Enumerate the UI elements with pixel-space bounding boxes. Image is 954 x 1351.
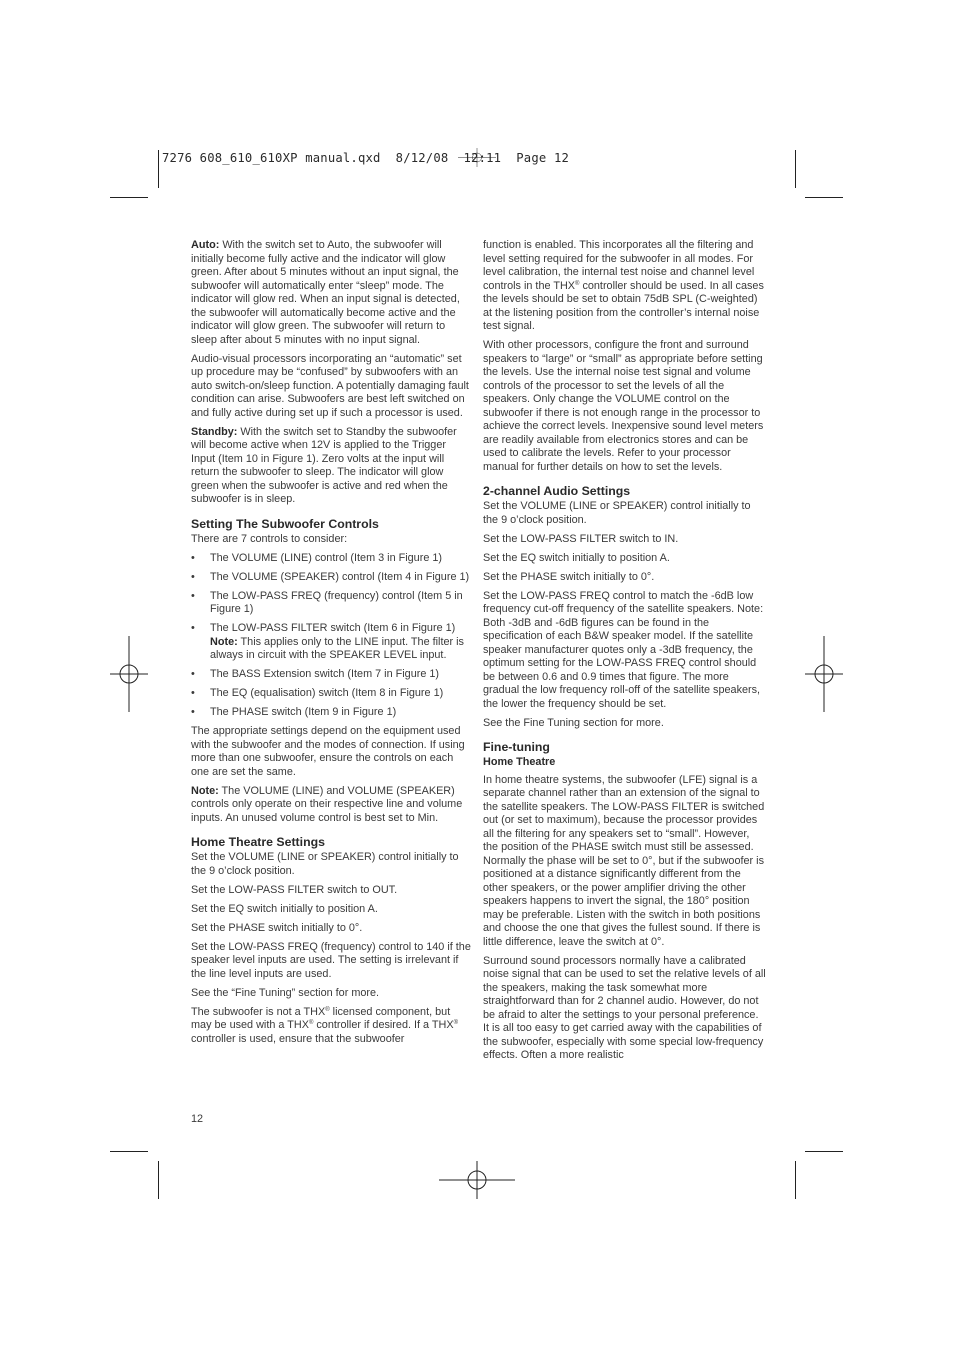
- other-processors-paragraph: With other processors, configure the front and surround speakers to “large” or “small” as appropriate before setting the levels. Use the internal noise test signal and volume controls of the processor to set the levels of all the speakers. Only change the VOLUME control on the subwoofer if there is not enough range in the processor to achieve the correct levels. Inexpensive sound level meters are readily available from electronics stores and can be used to calibrate the levels. Refer to your processor manual for further details on how to set the levels.: [483, 339, 764, 473]
- home-theatre-heading: Home Theatre Settings: [191, 835, 325, 849]
- ch2-paragraph: Set the PHASE switch initially to 0°.: [483, 570, 655, 583]
- ht-paragraph: Set the EQ switch initially to position A.: [191, 902, 378, 915]
- registered-mark: ®: [325, 1006, 330, 1013]
- settings-paragraph: The appropriate settings depend on the equipment used with the subwoofer and the modes of connection. If using more than one subwoofer, ensure the controls on each one are set the same.: [191, 725, 465, 778]
- right-column: [483, 239, 766, 1068]
- registration-mark-bottom: [439, 1161, 515, 1199]
- standby-text: With the switch set to Standby the subwoofer will become active when 12V is applied to the Trigger Input (Item 10 in Figure 1). Zero volts at the input will return the subwoofer to sleep. The indicator will glow green when the subwoofer is active and red when the subwoofer is in sleep.: [191, 425, 457, 505]
- controls-list: [191, 552, 471, 720]
- thx-continued-text: function is enabled. This incorporates all the filtering and level setting required for the subwoofer in all modes. For level calibration, the internal test noise and channel level controls in the THX: [483, 239, 755, 292]
- ft-paragraph: Surround sound processors normally have a calibrated noise signal that can be used to set the relative levels of all the speakers, making the task somewhat more straightforward than for 2 channel audio. However, do not be afraid to alter the settings to your personal preference. It is all too easy to get carried away with the capabilities of the subwoofer, especially with some special low-frequency effects. Often a more realistic: [483, 954, 766, 1061]
- registered-mark: ®: [308, 1020, 314, 1026]
- auto-paragraph: [191, 239, 471, 347]
- registration-mark-right: [805, 636, 843, 712]
- print-slug: 7276 608_610_610XP manual.qxd 8/12/08 12:11 Page 12: [162, 151, 570, 165]
- registration-mark-top: [439, 148, 515, 186]
- left-column: [191, 239, 471, 1052]
- list-item: • The VOLUME (LINE) control (Item 3 in Figure 1): [191, 552, 471, 566]
- registered-mark: ®: [453, 1020, 459, 1026]
- thx-text: The subwoofer is not a THX: [191, 1005, 326, 1018]
- list-item: • The BASS Extension switch (Item 7 in Figure 1): [191, 668, 471, 682]
- standby-paragraph: [191, 426, 471, 507]
- av-processors-paragraph: Audio-visual processors incorporating an “automatic” set up procedure may be “confused” by subwoofers with an auto switch-on/sleep function. A potentially damaging fault condition can arise. Subwoofers are best left switched on and fully active during set up if such a processor is used.: [191, 352, 469, 419]
- ft-paragraph: In home theatre systems, the subwoofer (LFE) signal is a separate channel rather than an extension of the signal to the satellite speakers. The LOW-PASS FILTER is switched out (or set to maximum), because the processor provides all the filtering for any speakers set to “small”. However, the position of the PHASE switch must still be assessed. Normally the phase will be set to 0°, but if the subwoofer is positioned at a distance significantly different from the other speakers, or the power amplifier driving the other speakers happens to invert the signal, the 180° position may be preferable. Listen with the switch in both positions and choose the one that gives the fullest sound. If there is little difference, leave the switch at 0°.: [483, 773, 765, 948]
- crop-mark-bottom-right-v: [795, 1161, 796, 1199]
- home-theatre-subheading: Home Theatre: [483, 756, 556, 768]
- crop-mark-top-right-h: [805, 197, 843, 198]
- ch2-paragraph: Set the EQ switch initially to position A.: [483, 551, 670, 564]
- list-item: • The VOLUME (SPEAKER) control (Item 4 in Figure 1): [191, 571, 471, 585]
- ht-paragraph: See the “Fine Tuning” section for more.: [191, 986, 380, 999]
- thx-continued-paragraph: [483, 239, 766, 334]
- two-channel-heading: 2-channel Audio Settings: [483, 484, 631, 498]
- ht-paragraph: Set the LOW-PASS FILTER switch to OUT.: [191, 883, 398, 896]
- note-text: The VOLUME (LINE) and VOLUME (SPEAKER) controls only operate on their respective line and volume inputs. An unused volume control is best set to Min.: [191, 784, 463, 824]
- ch2-paragraph: Set the LOW-PASS FILTER switch to IN.: [483, 532, 679, 545]
- thx-text: licensed component, but may be used with a THX: [191, 1005, 451, 1031]
- note-label: Note:: [191, 784, 219, 797]
- page-number: 12: [191, 1113, 204, 1125]
- controls-intro: There are 7 controls to consider:: [191, 532, 348, 545]
- standby-label: Standby:: [191, 425, 238, 438]
- fine-tuning-heading: Fine-tuning: [483, 740, 550, 754]
- ht-paragraph: Set the VOLUME (LINE or SPEAKER) control initially to the 9 o’clock position.: [191, 851, 459, 877]
- list-item: [191, 622, 471, 663]
- crop-mark-bottom-left-v: [158, 1161, 159, 1199]
- crop-mark-bottom-right-h: [805, 1151, 843, 1152]
- auto-label: Auto:: [191, 239, 220, 251]
- ch2-paragraph: See the Fine Tuning section for more.: [483, 716, 664, 729]
- list-item: • The EQ (equalisation) switch (Item 8 in Figure 1): [191, 687, 471, 701]
- controls-heading: Setting The Subwoofer Controls: [191, 516, 379, 531]
- ht-paragraph: Set the PHASE switch initially to 0°.: [191, 921, 363, 934]
- thx-text: controller is used, ensure that the subwoofer: [191, 1032, 405, 1045]
- thx-continued-text: controller should be used. In all cases the levels should be set to obtain 75dB SPL (C-weighted) at the listening position from the controller’s internal noise test signal.: [483, 279, 764, 332]
- filter-note-label: Note:: [210, 635, 238, 648]
- crop-mark-top-right-v: [795, 150, 796, 188]
- ch2-paragraph: Set the LOW-PASS FREQ control to match the -6dB low frequency cut-off frequency of the satellite speakers. Note: Both -3dB and -6dB figures can be found in the specification of each B&W speaker model. If the satellite speaker manufacturer quotes only a -3dB frequency, the optimum setting for the LOW-PASS FREQ control should be between 0.6 and 0.9 times that figure. The more gradual the low frequency roll-off of the satellite speakers, the lower the frequency should be set.: [483, 589, 764, 710]
- crop-mark-top-left-v: [158, 150, 159, 188]
- auto-text: With the switch set to Auto, the subwoofer will initially become fully active and the indicator will glow green. After about 5 minutes without an input signal, the subwoofer will automatically enter “sleep” mode. The indicator will glow red. When an input signal is detected, the subwoofer will automatically become active and the indicator will glow green. The subwoofer will return to sleep after about 5 minutes with no input signal.: [191, 239, 460, 346]
- ch2-paragraph: Set the VOLUME (LINE or SPEAKER) control initially to the 9 o’clock position.: [483, 500, 751, 526]
- thx-text: controller if desired. If a THX: [313, 1019, 454, 1031]
- list-item-text: The LOW-PASS FILTER switch (Item 6 in Figure 1): [210, 622, 456, 634]
- crop-mark-bottom-left-h: [110, 1151, 148, 1152]
- filter-note-text: This applies only to the LINE input. The filter is always in circuit with the SPEAKER LEVEL input.: [210, 635, 464, 661]
- list-item: • The PHASE switch (Item 9 in Figure 1): [191, 706, 471, 720]
- registered-mark: ®: [575, 280, 580, 287]
- crop-mark-top-left-h: [110, 197, 148, 198]
- ht-paragraph: Set the LOW-PASS FREQ (frequency) control to 140 if the speaker level inputs are used. The setting is irrelevant if the line level inputs are used.: [191, 940, 471, 980]
- thx-paragraph: [191, 1006, 471, 1047]
- registration-mark-left: [110, 636, 148, 712]
- volume-note-paragraph: [191, 785, 471, 826]
- list-item: • The LOW-PASS FREQ (frequency) control (Item 5 in Figure 1): [191, 590, 471, 617]
